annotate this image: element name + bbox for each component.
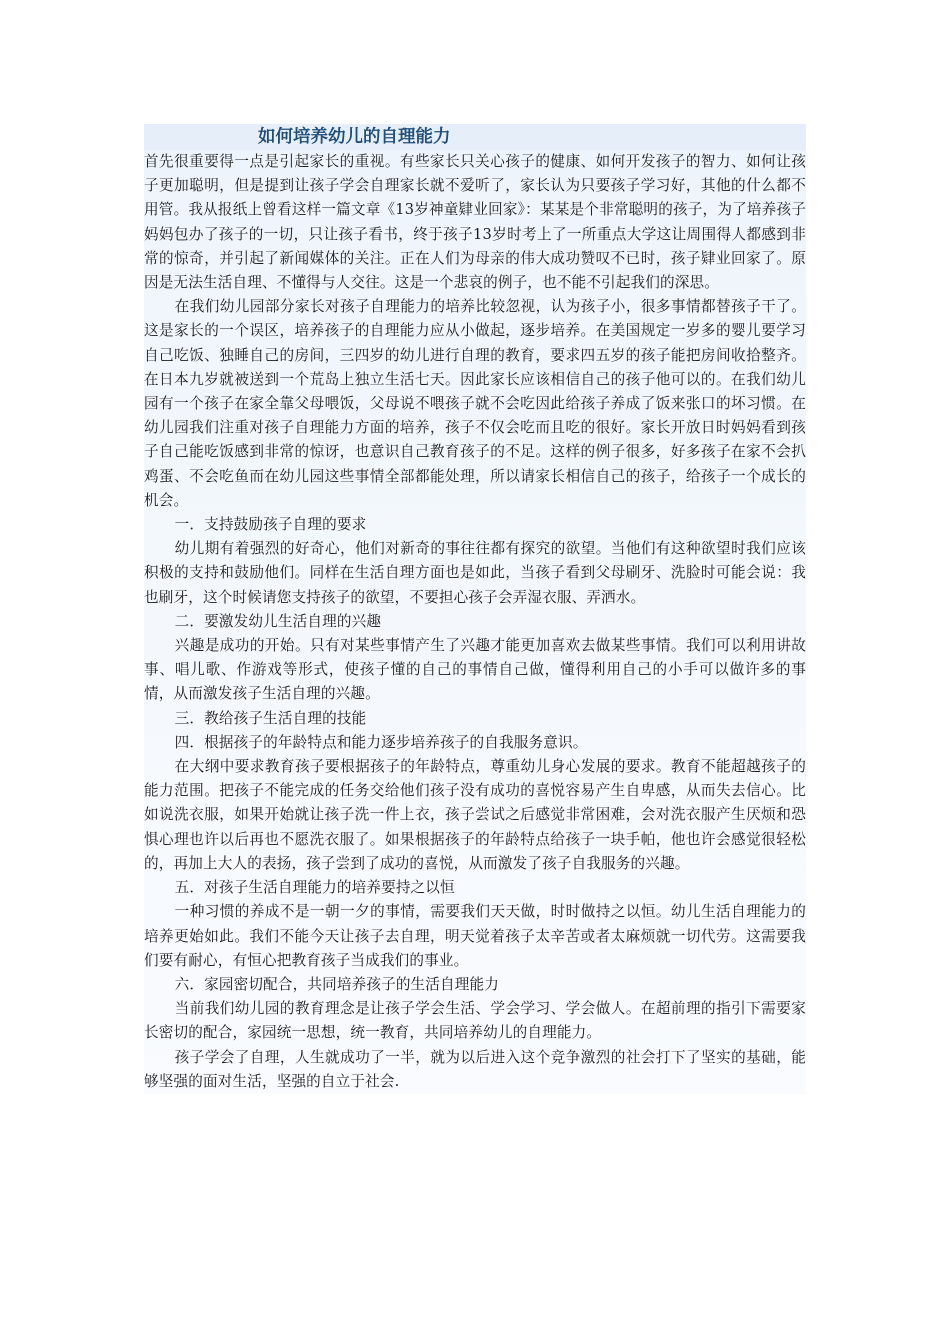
paragraph: 一．支持鼓励孩子自理的要求 xyxy=(174,516,367,534)
paragraph: 首先很重要得一点是引起家长的重视。有些家长只关心孩子的健康、如何开发孩子的智力、如何让孩子更加聪明，但是提到让孩子学会自理家长就不爱听了，家长认为只要孩子学习好，其他的什么都不用管。我从报纸上曾看这样一篇文章《13岁神童肄业回家》：某某是个非常聪明的孩子，为了培养孩子妈妈包办了孩子的一切，只让孩子看书，终于孩子13岁时考上了一所重点大学这让周围得人都感到非常的惊奇，并引起了新闻媒体的关注。正在人们为母亲的伟大成功赞叹不已时，孩子肄业回家了。原因是无法生活自理、不懂得与人交往。这是一个悲哀的例子，也不能不引起我们的深思。 xyxy=(144,153,806,292)
paragraph: 五．对孩子生活自理能力的培养要持之以恒 xyxy=(174,879,455,897)
paragraph: 四．根据孩子的年龄特点和能力逐步培养孩子的自我服务意识。 xyxy=(174,733,588,751)
paragraph: 兴趣是成功的开始。只有对某些事情产生了兴趣才能更加喜欢去做某些事情。我们可以利用讲故事、唱儿歌、作游戏等形式，使孩子懂的自己的事情自己做，懂得利用自己的小手可以做许多的事情，从而激发孩子生活自理的兴趣。 xyxy=(144,637,806,703)
paragraph: 幼儿期有着强烈的好奇心，他们对新奇的事往往都有探究的欲望。当他们有这种欲望时我们应该积极的支持和鼓励他们。同样在生活自理方面也是如此，当孩子看到父母刷牙、洗脸时可能会说：我也刷牙，这个时候请您支持孩子的欲望，不要担心孩子会弄湿衣服、弄洒水。 xyxy=(144,540,806,606)
paragraph: 在大纲中要求教育孩子要根据孩子的年龄特点，尊重幼儿身心发展的要求。教育不能超越孩子的能力范围。把孩子不能完成的任务交给他们孩子没有成功的喜悦容易产生自卑感，从而失去信心。比如说洗衣服，如果开始就让孩子洗一件上衣，孩子尝试之后感觉非常困难，会对洗衣服产生厌烦和恐惧心理也许以后再也不愿洗衣服了。如果根据孩子的年龄特点给孩子一块手帕，他也许会感觉很轻松的，再加上大人的表扬，孩子尝到了成功的喜悦，从而激发了孩子自我服务的兴趣。 xyxy=(144,758,806,872)
paragraph: 在我们幼儿园部分家长对孩子自理能力的培养比较忽视，认为孩子小，很多事情都替孩子干了。这是家长的一个误区，培养孩子的自理能力应从小做起，逐步培养。在美国规定一岁多的婴儿要学习自己吃饭、独睡自己的房间，三四岁的幼儿进行自理的教育，要求四五岁的孩子能把房间收拾整齐。在日本九岁就被送到一个荒岛上独立生活七天。因此家长应该相信自己的孩子他可以的。在我们幼儿园有一个孩子在家全靠父母喂饭，父母说不喂孩子就不会吃因此给孩子养成了饭来张口的坏习惯。在幼儿园我们注重对孩子自理能力方面的培养，孩子不仅会吃而且吃的很好。家长开放日时妈妈看到孩子自己能吃饭感到非常的惊讶，也意识自己教育孩子的不足。这样的例子很多，好多孩子在家不会扒鸡蛋、不会吃鱼而在幼儿园这些事情全部都能处理，所以请家长相信自己的孩子，给孩子一个成长的机会。 xyxy=(144,298,806,509)
article-body xyxy=(144,150,806,1094)
paragraph: 六．家园密切配合，共同培养孩子的生活自理能力 xyxy=(174,975,500,993)
article xyxy=(144,124,806,1094)
paragraph: 二．要激发幼儿生活自理的兴趣 xyxy=(174,612,382,630)
paragraph: 三．教给孩子生活自理的技能 xyxy=(174,709,367,727)
paragraph: 孩子学会了自理，人生就成功了一半，就为以后进入这个竞争激烈的社会打下了坚实的基础，能够坚强的面对生活，坚强的自立于社会. xyxy=(144,1048,806,1090)
paragraph: 当前我们幼儿园的教育理念是让孩子学会生活、学会学习、学会做人。在超前理的指引下需要家长密切的配合，家园统一思想，统一教育，共同培养幼儿的自理能力。 xyxy=(144,1000,806,1042)
paragraph: 一种习惯的养成不是一朝一夕的事情，需要我们天天做，时时做持之以恒。幼儿生活自理能力的培养更始如此。我们不能今天让孩子去自理，明天觉着孩子太辛苦或者太麻烦就一切代劳。这需要我们要有耐心，有恒心把教育孩子当成我们的事业。 xyxy=(144,903,806,969)
article-title: 如何培养幼儿的自理能力 xyxy=(144,124,806,150)
